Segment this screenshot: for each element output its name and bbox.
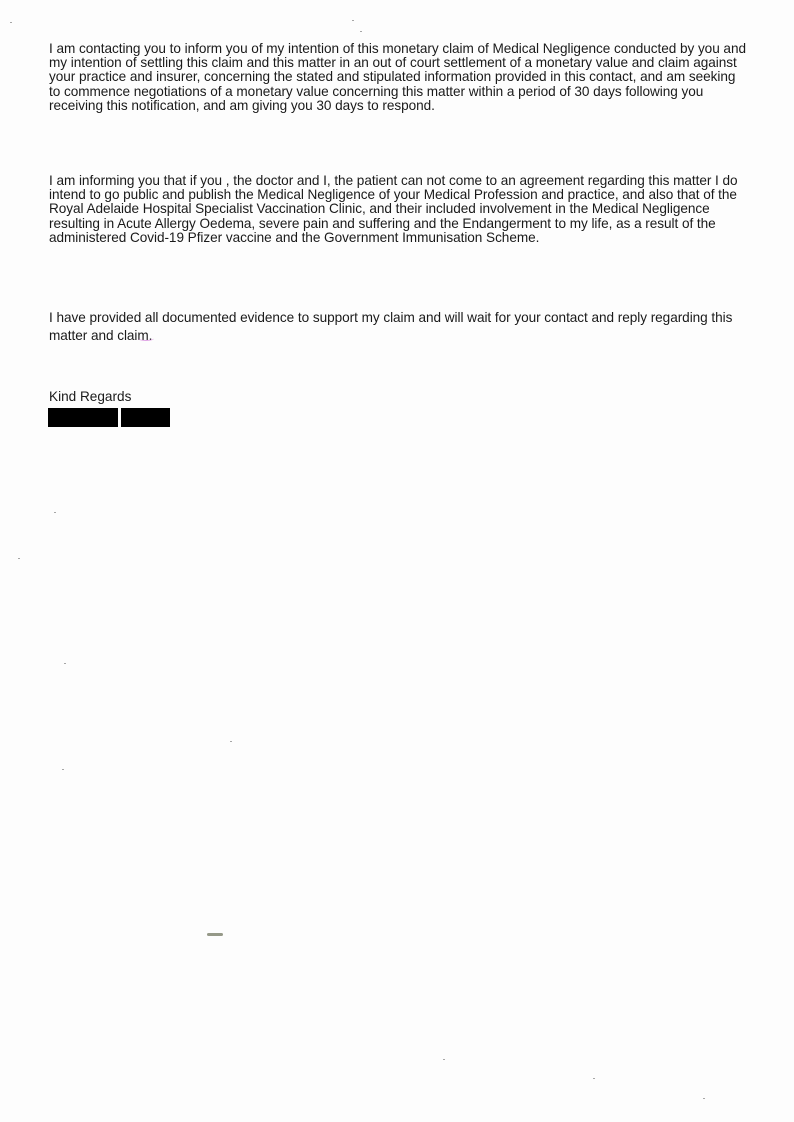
letter-paragraph-publication-warning: I am informing you that if you , the doctor and I, the patient can not come to an agreement regarding this matter I do intend to go public and publish the Medical Negligence of your Medical Profession and practice, and also that of the Royal Adelaide Hospital Specialist Vaccination Clinic, and their included involvement in the Medical Negligence resulting in Acute Allergy Oedema, severe pain and suffering and the Endangerment to my life, as a result of the administered Covid-19 Pfizer vaccine and the Government Immunisation Scheme. [49,173,738,245]
scan-speck [230,741,232,742]
scan-speck [352,20,354,21]
scan-speck [18,558,20,559]
ink-mark [138,336,154,341]
scan-smudge [207,933,223,936]
scan-speck [443,1059,445,1060]
signature-redaction-block [121,408,170,427]
letter-paragraph-evidence-provided: I have provided all documented evidence to support my claim and will wait for your contact and reply regarding this matter and claim. [49,310,733,343]
letter-paragraph-claim-intent: I am contacting you to inform you of my intention of this monetary claim of Medical Negligence conducted by you and my intention of settling this claim and this matter in an out of court settlement of a monetary value and claim against your practice and insurer, concerning the stated and stipulated information provided in this contact, and am seeking to commence negotiations of a monetary value concerning this matter within a period of 30 days following you receiving this notification, and am giving you 30 days to respond. [49,41,746,113]
signature-redaction-block [48,408,118,427]
scan-speck [703,1098,705,1099]
scan-speck [360,31,362,32]
scan-speck [10,22,12,23]
scan-speck [54,512,56,513]
scan-speck [62,769,64,770]
letter-closing: Kind Regards [49,389,132,404]
scan-speck [64,663,66,664]
scan-speck [593,1078,595,1079]
